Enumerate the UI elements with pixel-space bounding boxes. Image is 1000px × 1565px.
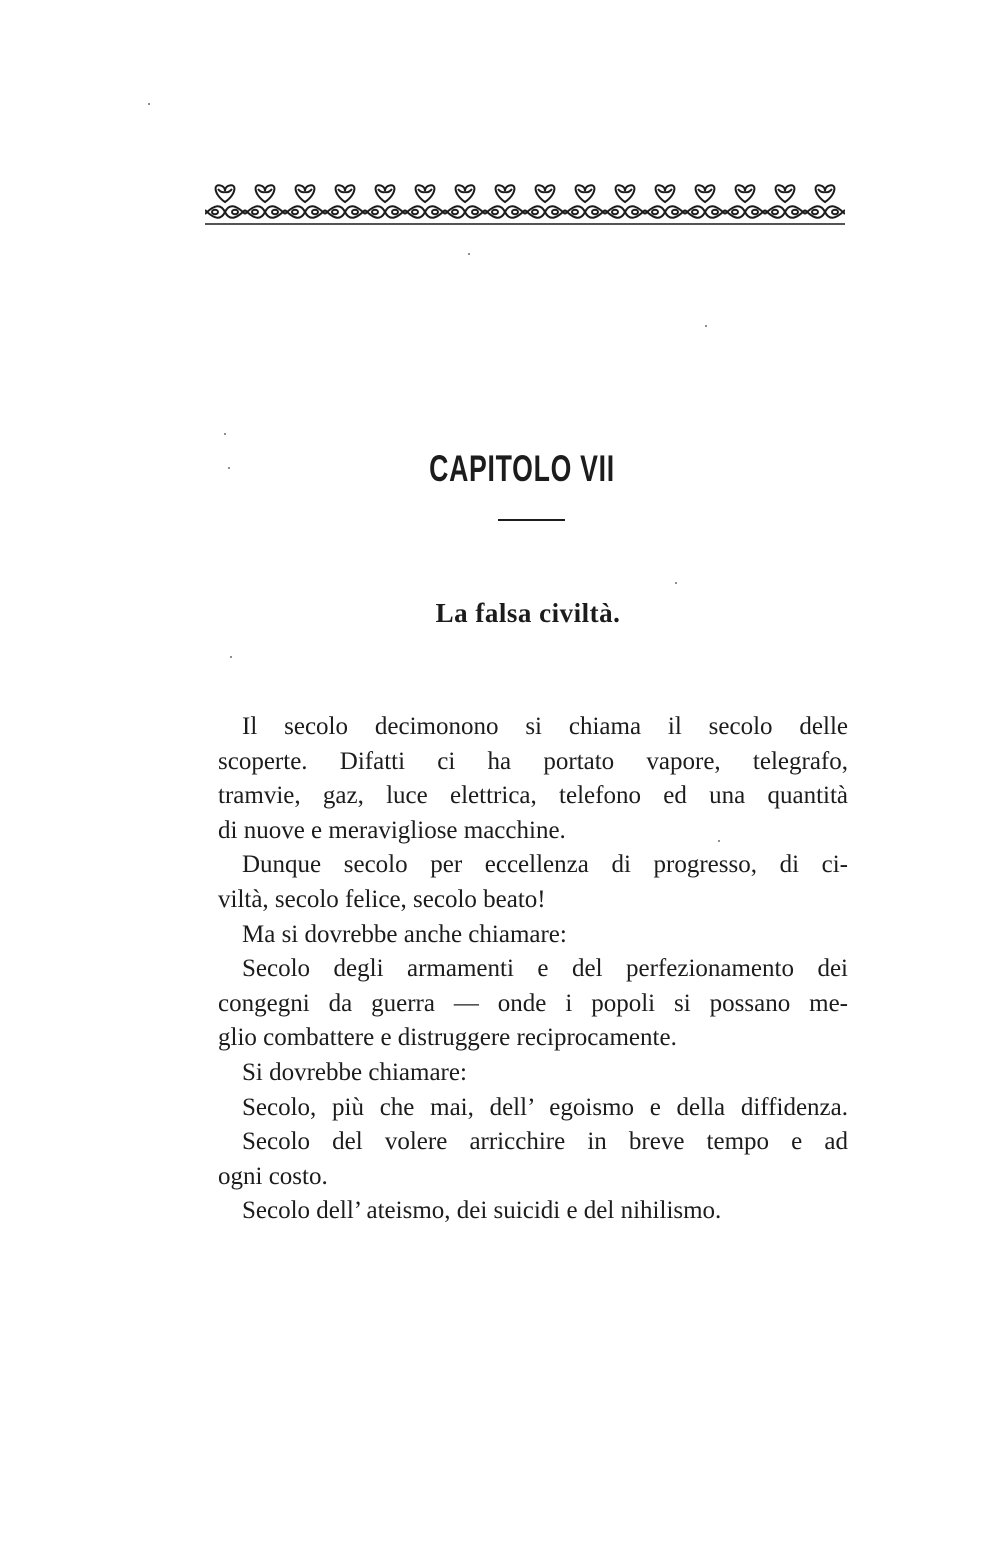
- ornament-motif: [485, 185, 525, 218]
- text-line: Si dovrebbe chiamare:: [242, 1058, 467, 1086]
- scan-speck: [675, 582, 677, 584]
- ornament-motif: [445, 185, 485, 218]
- ornament-motif: [565, 185, 605, 218]
- scan-speck: [705, 325, 707, 327]
- text-line: Secolo dell’ ateismo, dei suicidi e del nihilismo.: [242, 1197, 722, 1225]
- text-line: Secolo del volere arricchire in breve tempo e ad: [242, 1128, 848, 1156]
- ornament-motif: [325, 185, 365, 218]
- scan-speck: [224, 433, 226, 435]
- chapter-heading: CAPITOLO VII: [429, 448, 615, 489]
- ornament-motif: [245, 185, 285, 218]
- body-text: [218, 710, 848, 1229]
- decorative-ornament-band: [205, 180, 845, 230]
- ornament-motif: [365, 185, 405, 218]
- ornament-motif: [805, 185, 845, 218]
- text-line: ogni costo.: [218, 1162, 328, 1190]
- text-line: Dunque secolo per eccellenza di progresso, di ci-: [242, 851, 848, 879]
- scan-speck: [718, 840, 720, 842]
- text-line: tramvie, gaz, luce elettrica, telefono ed una quantità: [218, 782, 848, 810]
- scan-speck: [228, 467, 230, 469]
- text-line: viltà, secolo felice, secolo beato!: [218, 885, 546, 913]
- ornament-motif: [605, 185, 645, 218]
- ornament-motif: [685, 185, 725, 218]
- scan-speck: [230, 656, 232, 658]
- text-line: Secolo degli armamenti e del perfezionamento dei: [242, 955, 848, 983]
- text-line: Ma si dovrebbe anche chiamare:: [242, 920, 567, 948]
- ornament-motif: [765, 185, 805, 218]
- scan-speck: [468, 253, 470, 255]
- heading-rule: [498, 519, 565, 521]
- text-line: glio combattere e distruggere reciprocamente.: [218, 1024, 677, 1052]
- text-line: scoperte. Difatti ci ha portato vapore, telegrafo,: [218, 747, 848, 775]
- text-line: Il secolo decimonono si chiama il secolo delle: [242, 713, 848, 740]
- ornament-motif: [405, 185, 445, 218]
- text-line: congegni da guerra — onde i popoli si possano me-: [218, 989, 848, 1017]
- text-line: Secolo, più che mai, dell’ egoismo e della diffidenza.: [242, 1093, 848, 1121]
- ornament-motif: [525, 185, 565, 218]
- chapter-subtitle: La falsa civiltà.: [435, 598, 621, 628]
- ornament-motif: [725, 185, 765, 218]
- ornament-motif: [205, 185, 245, 218]
- text-line: di nuove e meravigliose macchine.: [218, 816, 566, 844]
- scan-speck: [148, 103, 150, 105]
- ornament-motif: [285, 185, 325, 218]
- ornament-motif: [645, 185, 685, 218]
